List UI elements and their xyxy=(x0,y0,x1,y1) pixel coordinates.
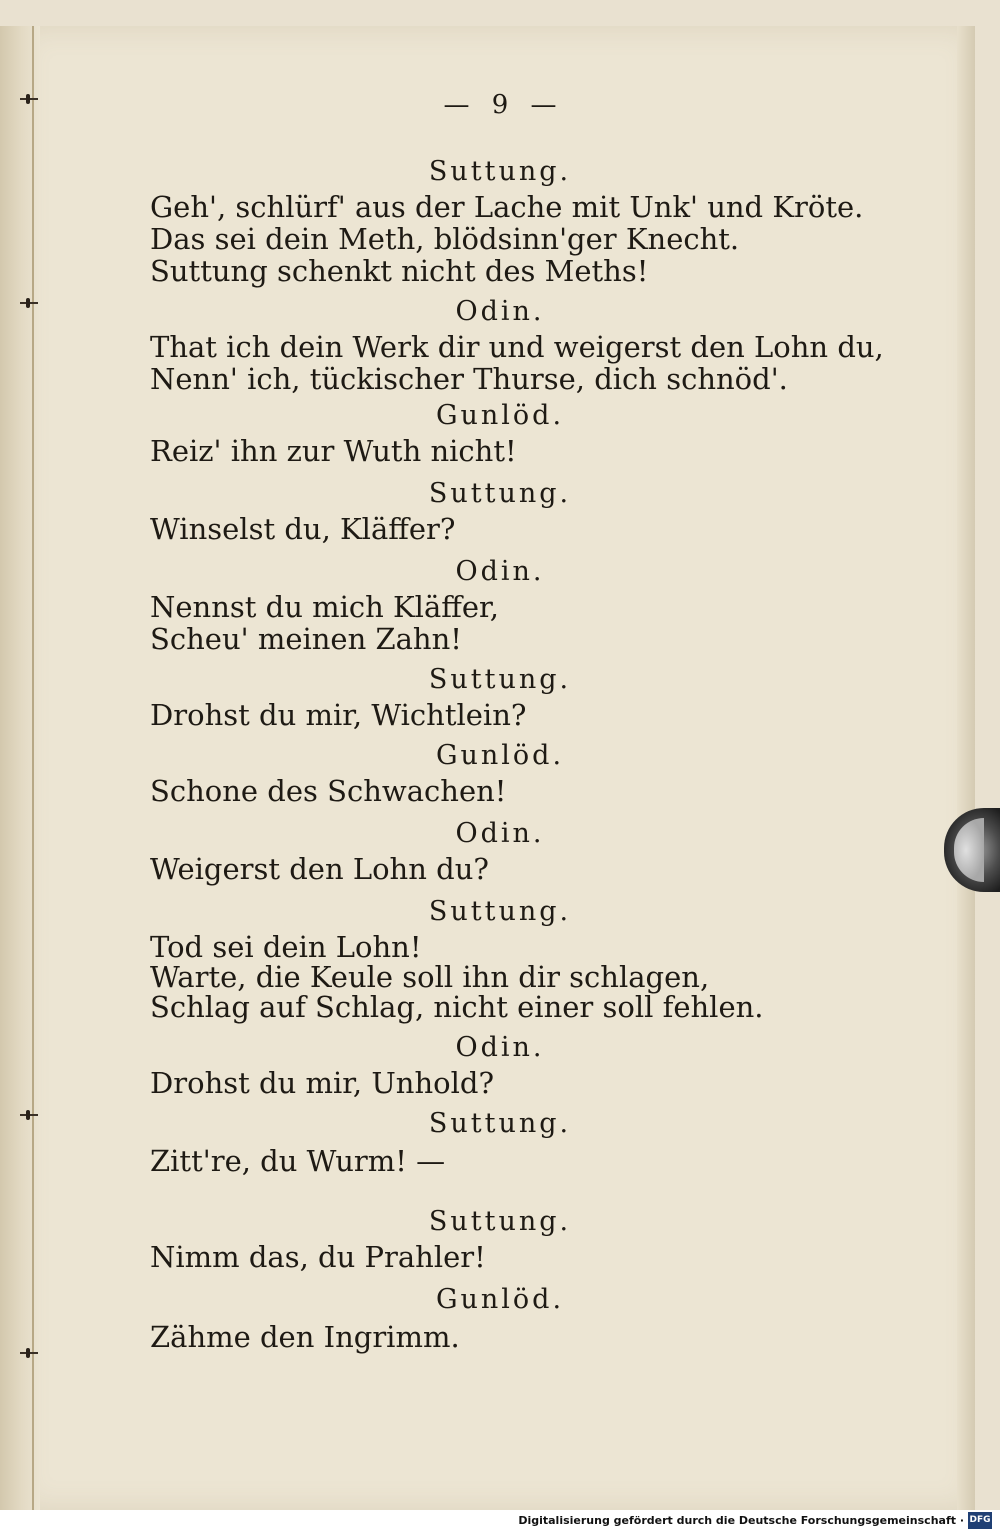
speaker-name: Suttung. xyxy=(428,1206,572,1237)
verse-line: Warte, die Keule soll ihn dir schlagen, xyxy=(150,960,710,994)
verse-line: Nennst du mich Kläffer, xyxy=(150,590,499,624)
dfg-logo-icon: DFG xyxy=(968,1512,992,1529)
verse-line: Zähme den Ingrimm. xyxy=(150,1320,460,1354)
verse-line: Zitt're, du Wurm! — xyxy=(150,1144,446,1178)
speaker-name: Odin. xyxy=(455,818,545,849)
verse-line: Suttung schenkt nicht des Meths! xyxy=(150,254,649,288)
verse-line: Nenn' ich, tückischer Thurse, dich schnöd'. xyxy=(150,362,788,396)
verse-line: Winselst du, Kläffer? xyxy=(150,512,456,546)
verse-line: Nimm das, du Prahler! xyxy=(150,1240,486,1274)
verse-line: That ich dein Werk dir und weigerst den Lohn du, xyxy=(150,330,884,364)
speaker-name: Odin. xyxy=(455,556,545,587)
speaker-name: Suttung. xyxy=(428,1108,572,1139)
verse-line: Drohst du mir, Wichtlein? xyxy=(150,698,527,732)
binding-stitch-icon xyxy=(20,1348,38,1358)
speaker-name: Gunlöd. xyxy=(435,400,565,431)
verse-line: Reiz' ihn zur Wuth nicht! xyxy=(150,434,517,468)
speaker-name: Odin. xyxy=(455,296,545,327)
speaker-name: Odin. xyxy=(455,1032,545,1063)
verse-line: Das sei dein Meth, blödsinn'ger Knecht. xyxy=(150,222,740,256)
page-number: — 9 — xyxy=(443,90,557,120)
verse-line: Drohst du mir, Unhold? xyxy=(150,1066,494,1100)
speaker-name: Gunlöd. xyxy=(435,1284,565,1315)
verse-line: Tod sei dein Lohn! xyxy=(150,930,422,964)
verse-line: Schone des Schwachen! xyxy=(150,774,507,808)
speaker-name: Suttung. xyxy=(428,156,572,187)
speaker-name: Suttung. xyxy=(428,478,572,509)
speaker-name: Gunlöd. xyxy=(435,740,565,771)
verse-line: Schlag auf Schlag, nicht einer soll fehlen. xyxy=(150,990,764,1024)
verse-line: Scheu' meinen Zahn! xyxy=(150,622,462,656)
verse-line: Weigerst den Lohn du? xyxy=(150,852,489,886)
speaker-name: Suttung. xyxy=(428,664,572,695)
speaker-name: Suttung. xyxy=(428,896,572,927)
verse-line: Geh', schlürf' aus der Lache mit Unk' und Kröte. xyxy=(150,190,864,224)
footer-credit: Digitalisierung gefördert durch die Deutsche Forschungsgemeinschaft · xyxy=(518,1514,964,1527)
